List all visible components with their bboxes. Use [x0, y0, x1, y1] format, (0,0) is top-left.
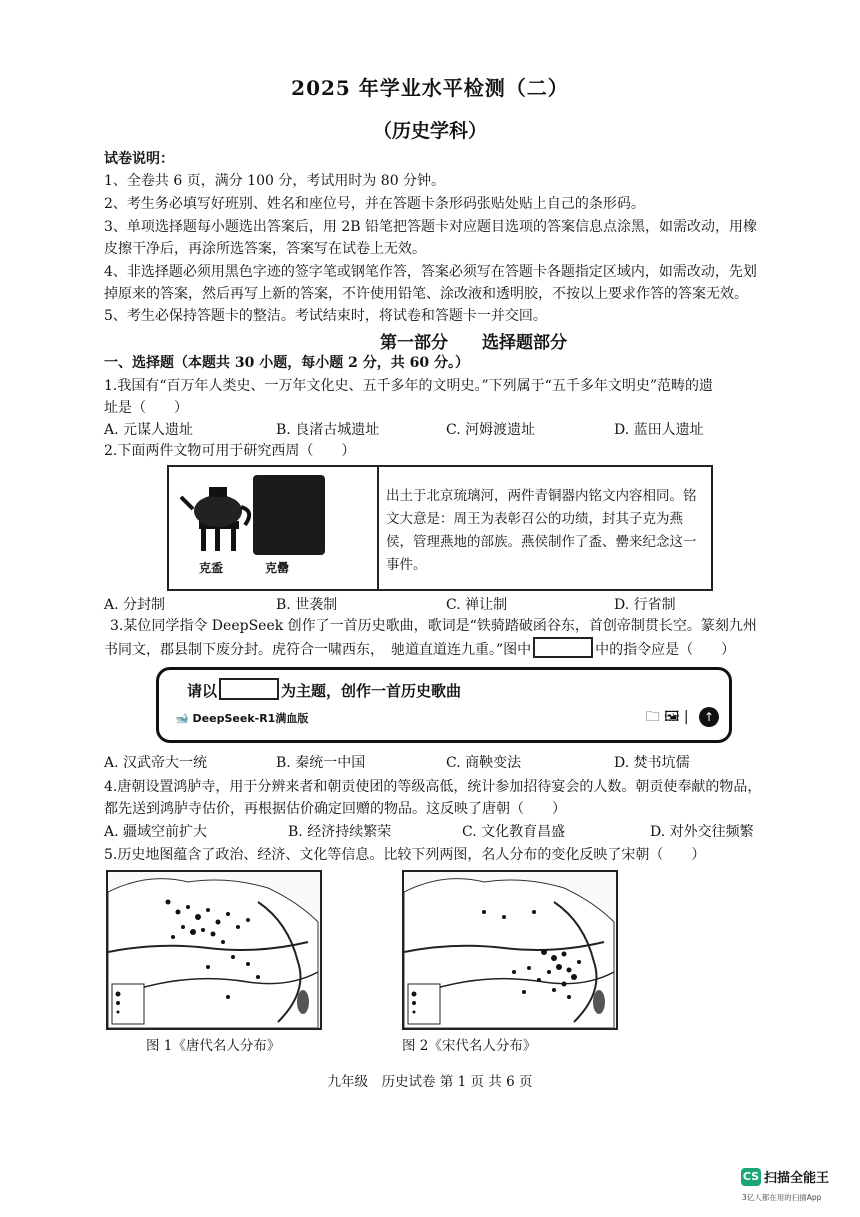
instruction-line: 皮擦干净后，再涂所选答案，答案写在试卷上无效。: [104, 241, 426, 257]
fig2-caption: 图 2《宋代名人分布》: [402, 1038, 537, 1054]
figure-divider: [377, 467, 379, 589]
q4-option-b: B. 经济持续繁荣: [288, 824, 392, 840]
section-heading: 一、选择题（本题共 30 小题，每小题 2 分，共 60 分。）: [104, 355, 469, 371]
camscanner-logo-icon: CS: [741, 1168, 761, 1186]
camscanner-name: 扫描全能王: [764, 1171, 830, 1186]
q3-blank-box: [533, 637, 593, 658]
q5-stem: 5.历史地图蕴含了政治、经济、文化等信息。比较下列两图，名人分布的变化反映了宋朝（ ）: [104, 847, 706, 863]
q2-option-b: B. 世袭制: [276, 597, 338, 613]
q4-option-c: C. 文化教育昌盛: [462, 824, 566, 840]
q2-stem: 2.下面两件文物可用于研究西周（ ）: [104, 443, 356, 459]
q3-stem-cont: [104, 637, 735, 661]
q3-option-b: B. 秦统一中国: [276, 755, 366, 771]
q1-option-b: B. 良渚古城遗址: [276, 422, 380, 438]
instruction-line: 掉原来的答案，然后再写上新的答案，不许使用铅笔、涂改液和透明胶，不按以上要求作答的答案无效。: [104, 286, 748, 302]
part-heading: [380, 328, 601, 353]
folder-icon: 🗀: [645, 709, 660, 725]
q3-stem: 3.某位同学指令 DeepSeek 创作了一首历史歌曲，歌词是“铁骑踏破函谷东，首创帝制贯长空。篆刻九州: [110, 618, 757, 634]
q4-option-d: D. 对外交往频繁: [650, 824, 754, 840]
tang-celebrity-map: [106, 870, 322, 1030]
tang-map-image: [108, 872, 320, 1028]
separator: |: [683, 709, 689, 725]
q4-stem-cont: 都先送到鸿胪寺估价，再根据估价确定回赠的物品。这反映了唐朝（ ）: [104, 801, 566, 817]
q3-stem-part-a: 书同文，郡县制下废分封。虎符合一啸西东， 驰道直道连九重。”图中: [104, 642, 532, 658]
instruction-line: 4、非选择题必须用黑色字迹的签字笔或钢笔作答，答案必须写在答题卡各题指定区域内，如需改动，先划: [104, 264, 757, 280]
prompt-blank: [219, 678, 279, 700]
q3-stem-part-b: 中的指令应是（ ）: [595, 642, 736, 658]
ke-lei-caption: 克罍: [265, 561, 290, 575]
image-icon: 🖼: [664, 709, 680, 725]
q1-option-d: D. 蓝田人遗址: [614, 422, 704, 438]
q2-option-a: A. 分封制: [104, 597, 166, 613]
q1-stem-cont: 址是（ ）: [104, 400, 188, 416]
deepseek-whale-icon: 🐋: [175, 712, 189, 725]
prompt-prefix: 请以: [187, 682, 218, 700]
q1-stem: 1.我国有“百万年人类史、一万年文化史、五千多年的文明史。”下列属于“五千多年文明史”范畴的遗: [104, 378, 713, 394]
q3-option-a: A. 汉武帝大一统: [104, 755, 208, 771]
q2-option-d: D. 行省制: [614, 597, 676, 613]
page-footer: 九年级 历史试卷 第 1 页 共 6 页: [327, 1074, 533, 1090]
q4-option-a: A. 疆域空前扩大: [104, 824, 208, 840]
q4-stem: 4.唐朝设置鸿胪寺，用于分辨来者和朝贡使团的等级高低，统计参加招待宴会的人数。朝贡使奉献的物品，: [104, 779, 762, 795]
exam-title: 2025 年学业水平检测（二）: [291, 76, 569, 100]
exam-subject: （历史学科）: [372, 120, 487, 142]
deepseek-brand-label: DeepSeek-R1满血版: [192, 712, 309, 725]
prompt-toolbar: [646, 706, 719, 730]
part-title: 选择题部分: [482, 333, 567, 353]
deepseek-prompt-box: [156, 667, 732, 743]
song-map-image: [404, 872, 616, 1028]
q3-option-d: D. 焚书坑儒: [614, 755, 690, 771]
send-arrow-icon: ↑: [699, 707, 719, 727]
q1-option-c: C. 河姆渡遗址: [446, 422, 536, 438]
song-celebrity-map: [402, 870, 618, 1030]
deepseek-brand: [175, 710, 308, 726]
camscanner-tagline: 3亿人都在用的扫描App: [742, 1193, 822, 1202]
camscanner-watermark: [741, 1166, 829, 1186]
q2-option-c: C. 禅让制: [446, 597, 508, 613]
ke-he-vessel-image: [179, 481, 257, 555]
q2-figure-box: [167, 465, 713, 591]
instruction-line: 5、考生必保持答题卡的整洁。考试结束时，将试卷和答题卡一并交回。: [104, 308, 547, 324]
fig1-caption: 图 1《唐代名人分布》: [146, 1038, 281, 1054]
q1-option-a: A. 元谋人遗址: [104, 422, 194, 438]
part-name: 第一部分: [380, 333, 448, 353]
q3-option-c: C. 商鞅变法: [446, 755, 522, 771]
prompt-text: [187, 678, 461, 701]
instruction-line: 2、考生务必填写好班别、姓名和座位号，并在答题卡条形码张贴处贴上自己的条形码。: [104, 196, 645, 212]
ke-lei-inscription-image: [253, 475, 325, 555]
instruction-line: 1、全卷共 6 页，满分 100 分，考试用时为 80 分钟。: [104, 173, 446, 189]
prompt-suffix: 为主题，创作一首历史歌曲: [281, 682, 462, 700]
instruction-line: 3、单项选择题每小题选出答案后，用 2B 铅笔把答题卡对应题目选项的答案信息点涂黑，如需改动，用橡: [104, 219, 758, 235]
instructions-heading: 试卷说明：: [104, 151, 174, 167]
ke-he-caption: 克盉: [199, 561, 224, 575]
q2-figure-text: 出土于北京琉璃河，两件青铜器内铭文内容相同。铭文大意是：周王为表彰召公的功绩，封其子克为燕侯，管理燕地的部族。燕侯制作了盉、罍来纪念这一事件。: [386, 488, 697, 573]
